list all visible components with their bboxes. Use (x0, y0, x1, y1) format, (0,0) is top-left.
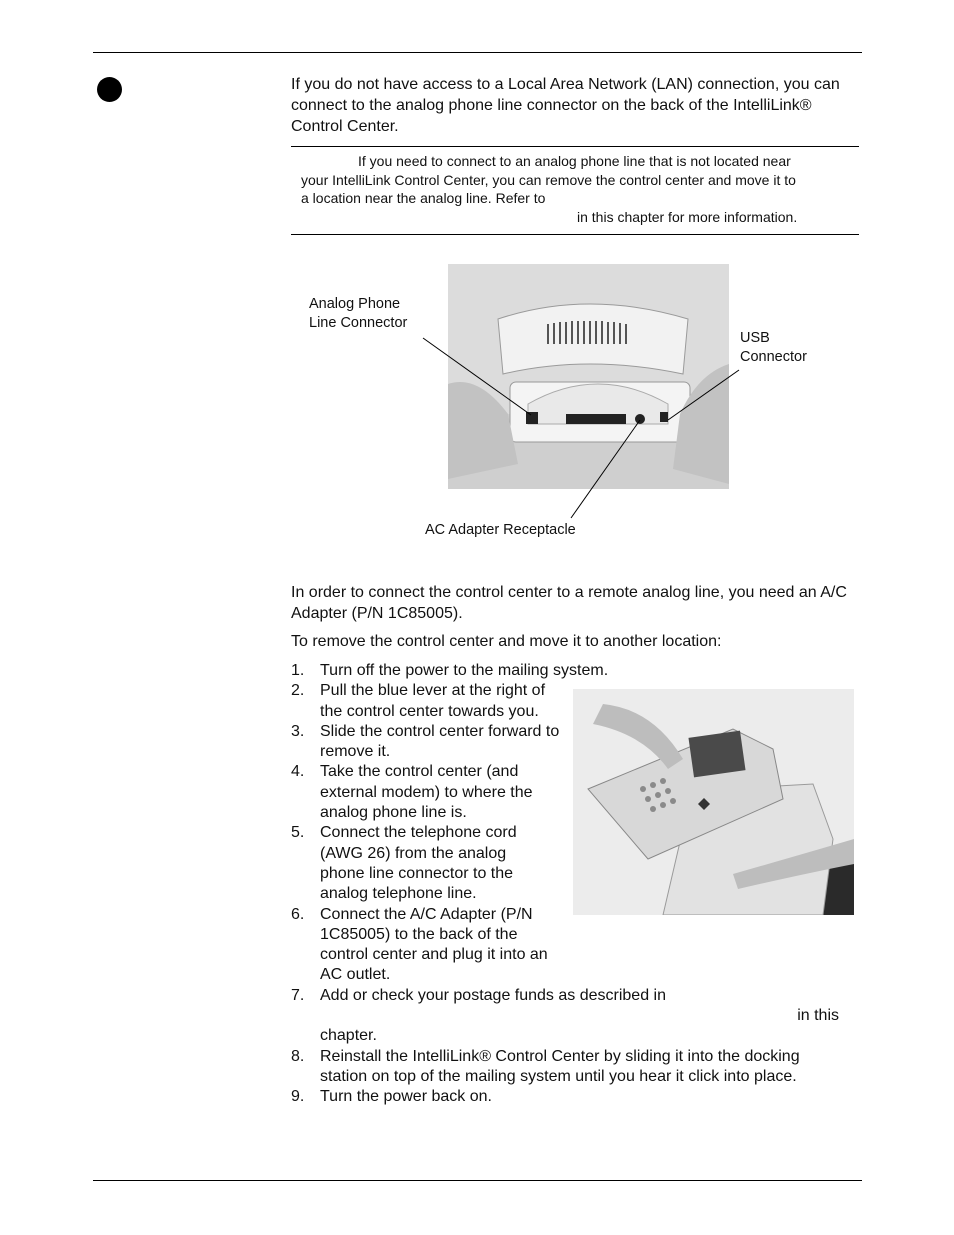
step-item (291, 722, 861, 763)
note-line-2: your IntelliLink Control Center, you can remove the control center and move it to (301, 172, 796, 188)
step-number: 6. (291, 905, 305, 923)
step-item (291, 905, 861, 986)
step-number: 2. (291, 682, 305, 700)
footer-rule (93, 1180, 862, 1181)
step-text: Add or check your postage funds as described in (320, 986, 666, 1004)
step-number: 5. (291, 824, 305, 842)
step-text-continued: in this (797, 1007, 839, 1025)
step-text-end: chapter. (320, 1027, 377, 1045)
step-text: Connect the telephone cord (AWG 26) from the analog phone line connector to the analog telephone line. (320, 824, 517, 903)
step-text: Slide the control center forward to remove it. (320, 722, 560, 761)
step-text: Reinstall the IntelliLink® Control Center by sliding it into the docking station on top of the mailing system until you hear it click into place. (320, 1047, 800, 1085)
control-center-back-illustration (448, 264, 729, 489)
step-item (291, 1087, 861, 1107)
step-number: 4. (291, 763, 305, 781)
step-item (291, 823, 861, 904)
note-line-3: a location near the analog line. Refer to (301, 190, 546, 206)
control-center-back-photo (448, 264, 729, 489)
body-paragraph-2: To remove the control center and move it to another location: (291, 633, 722, 650)
step-item (291, 762, 861, 823)
step-text: Take the control center (and external modem) to where the analog phone line is. (320, 763, 533, 822)
step-text: Turn off the power to the mailing system. (320, 662, 609, 679)
body-paragraph-1: In order to connect the control center to a remote analog line, you need an A/C Adapter (P/N 1C85005). (291, 584, 847, 622)
note-top-rule (291, 146, 859, 147)
section-bullet-icon (97, 77, 122, 102)
step-number: 3. (291, 722, 305, 740)
step-item (291, 1047, 861, 1088)
step-number: 8. (291, 1047, 305, 1065)
note-line-1: If you need to connect to an analog phone line that is not located near (358, 153, 791, 169)
step-item (291, 661, 861, 681)
label-ac-adapter-receptacle: AC Adapter Receptacle (425, 522, 576, 538)
note-line-4: in this chapter for more information. (577, 209, 798, 225)
step-number: 1. (291, 662, 305, 679)
step-text: Connect the A/C Adapter (P/N 1C85005) to the back of the control center and plug it into an AC outlet. (320, 905, 548, 984)
intro-paragraph: If you do not have access to a Local Area Network (LAN) connection, you can connect to the analog phone line connector on the back of the IntelliLink® Control Center. (291, 76, 840, 135)
label-analog-phone-line-connector: Analog Phone Line Connector (309, 296, 408, 331)
removal-steps-list (291, 661, 861, 1108)
step-number: 7. (291, 986, 305, 1004)
step-item (291, 681, 861, 722)
label-usb-connector: USB Connector (740, 330, 807, 365)
header-rule (93, 52, 862, 53)
step-item (291, 986, 861, 1047)
step-text: Turn the power back on. (320, 1088, 492, 1106)
step-text: Pull the blue lever at the right of the control center towards you. (320, 682, 546, 720)
note-bottom-rule (291, 234, 859, 235)
step-number: 9. (291, 1088, 305, 1106)
